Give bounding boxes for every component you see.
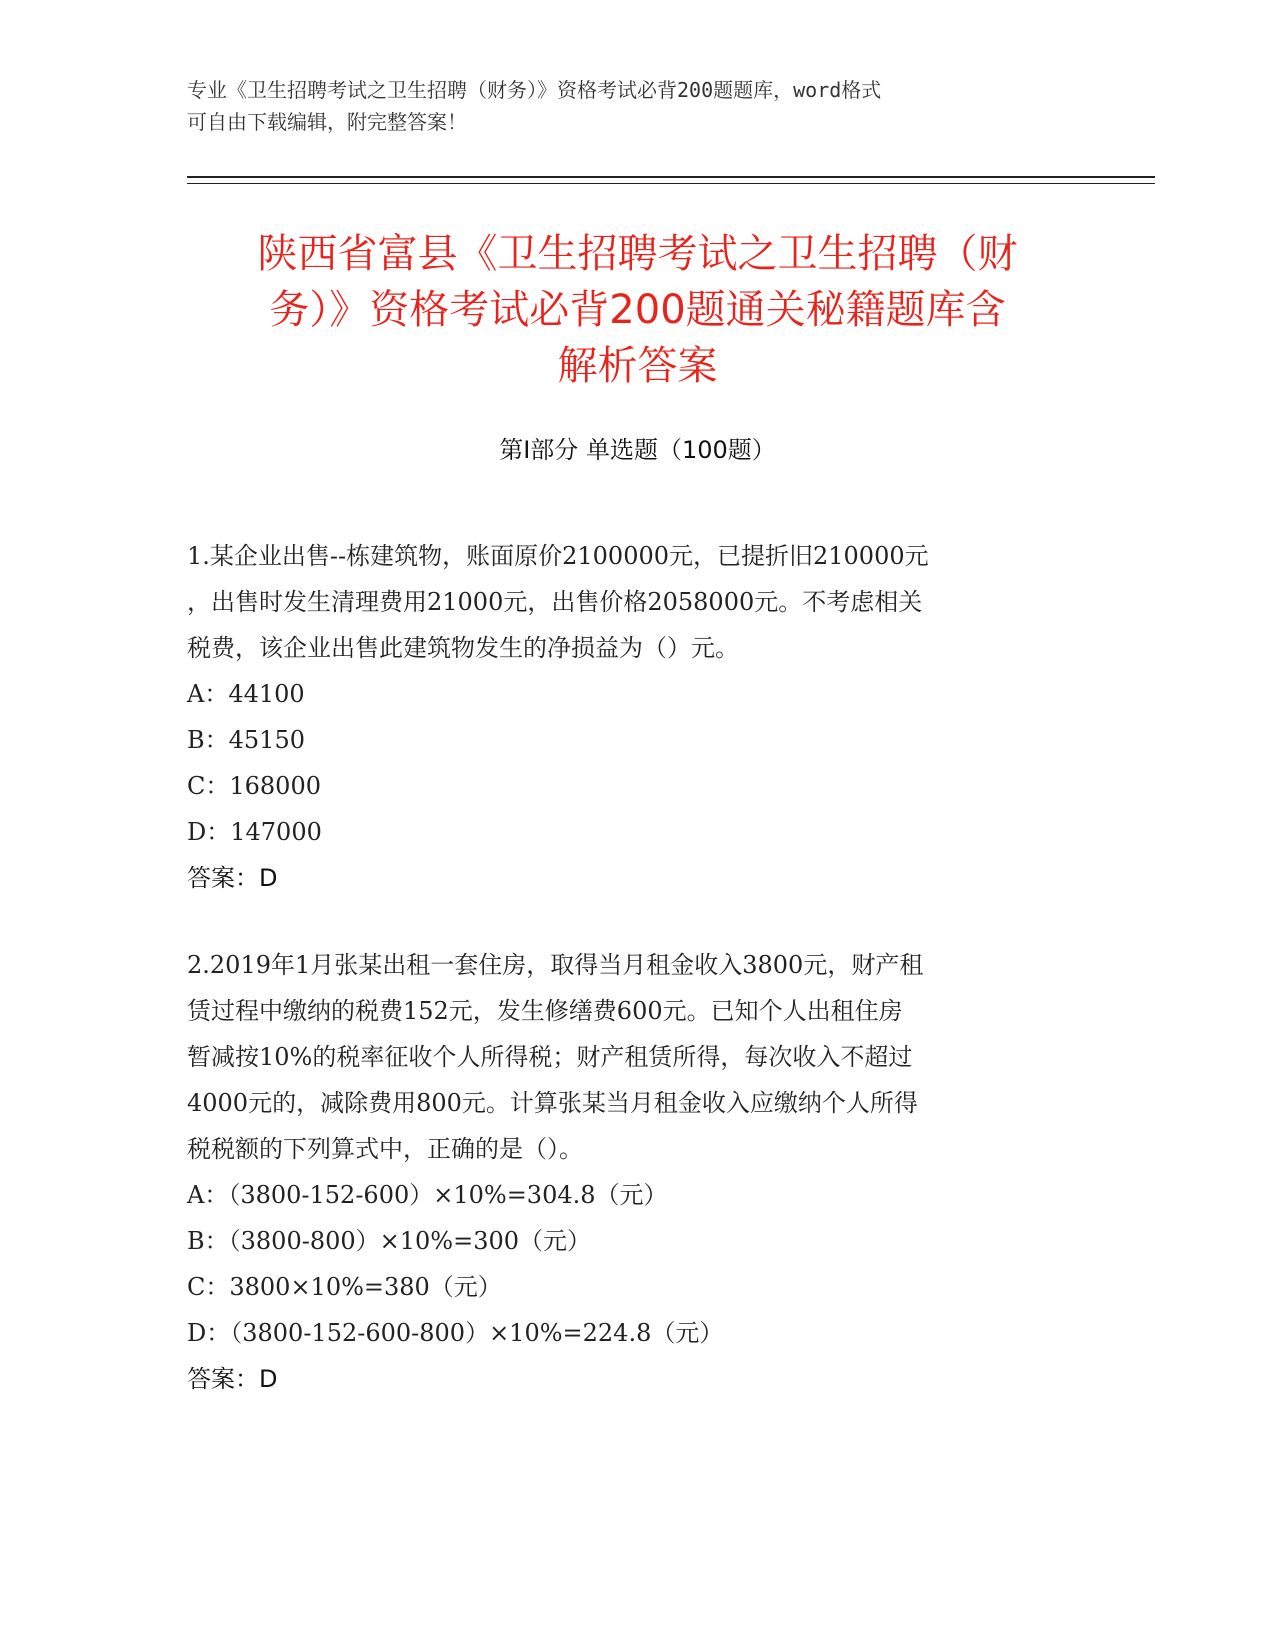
title-line-1: 陕西省富县《卫生招聘考试之卫生招聘（财 — [257, 231, 1018, 277]
option-d: D：147000 — [187, 818, 322, 846]
option-b: B：45150 — [187, 726, 305, 754]
title-line-3: 解析答案 — [557, 343, 718, 389]
option-c: C：168000 — [187, 772, 321, 800]
section-title: 第I部分 单选题（100题） — [499, 436, 776, 464]
question-stem-line: 税税额的下列算式中，正确的是（）。 — [187, 1135, 583, 1163]
question-stem-line: 4000元的，减除费用800元。计算张某当月租金收入应缴纳个人所得 — [187, 1089, 918, 1117]
title-line-2: 务）》资格考试必背200题通关秘籍题库含 — [269, 287, 1006, 333]
document-title — [187, 226, 1088, 394]
intro-text — [187, 74, 1067, 138]
answer: 答案：D — [187, 1365, 278, 1393]
question-1 — [187, 533, 1087, 901]
question-stem-line: 1.某企业出售--栋建筑物，账面原价2100000元，已提折旧210000元 — [187, 542, 929, 570]
option-d: D：（3800-152-600-800）×10%=224.8（元） — [187, 1319, 724, 1347]
answer: 答案：D — [187, 864, 278, 892]
question-2 — [187, 942, 1087, 1402]
intro-line-1: 专业《卫生招聘考试之卫生招聘（财务）》资格考试必背200题题库，word格式 — [187, 78, 882, 102]
option-a: A：44100 — [187, 680, 305, 708]
option-a: A：（3800-152-600）×10%=304.8（元） — [187, 1181, 668, 1209]
option-b: B：（3800-800）×10%=300（元） — [187, 1227, 592, 1255]
option-c: C：3800×10%=380（元） — [187, 1273, 502, 1301]
header-divider-thick — [187, 176, 1155, 178]
header-divider-thin — [187, 183, 1155, 184]
intro-line-2: 可自由下载编辑，附完整答案！ — [187, 110, 467, 134]
question-stem-line: 税费，该企业出售此建筑物发生的净损益为（）元。 — [187, 634, 739, 662]
question-stem-line: 2.2019年1月张某出租一套住房，取得当月租金收入3800元，财产租 — [187, 951, 924, 979]
question-stem-line: 暂减按10%的税率征收个人所得税；财产租赁所得，每次收入不超过 — [187, 1043, 913, 1071]
question-stem-line: 赁过程中缴纳的税费152元，发生修缮费600元。已知个人出租住房 — [187, 997, 903, 1025]
question-stem-line: ，出售时发生清理费用21000元，出售价格2058000元。不考虑相关 — [187, 588, 923, 616]
